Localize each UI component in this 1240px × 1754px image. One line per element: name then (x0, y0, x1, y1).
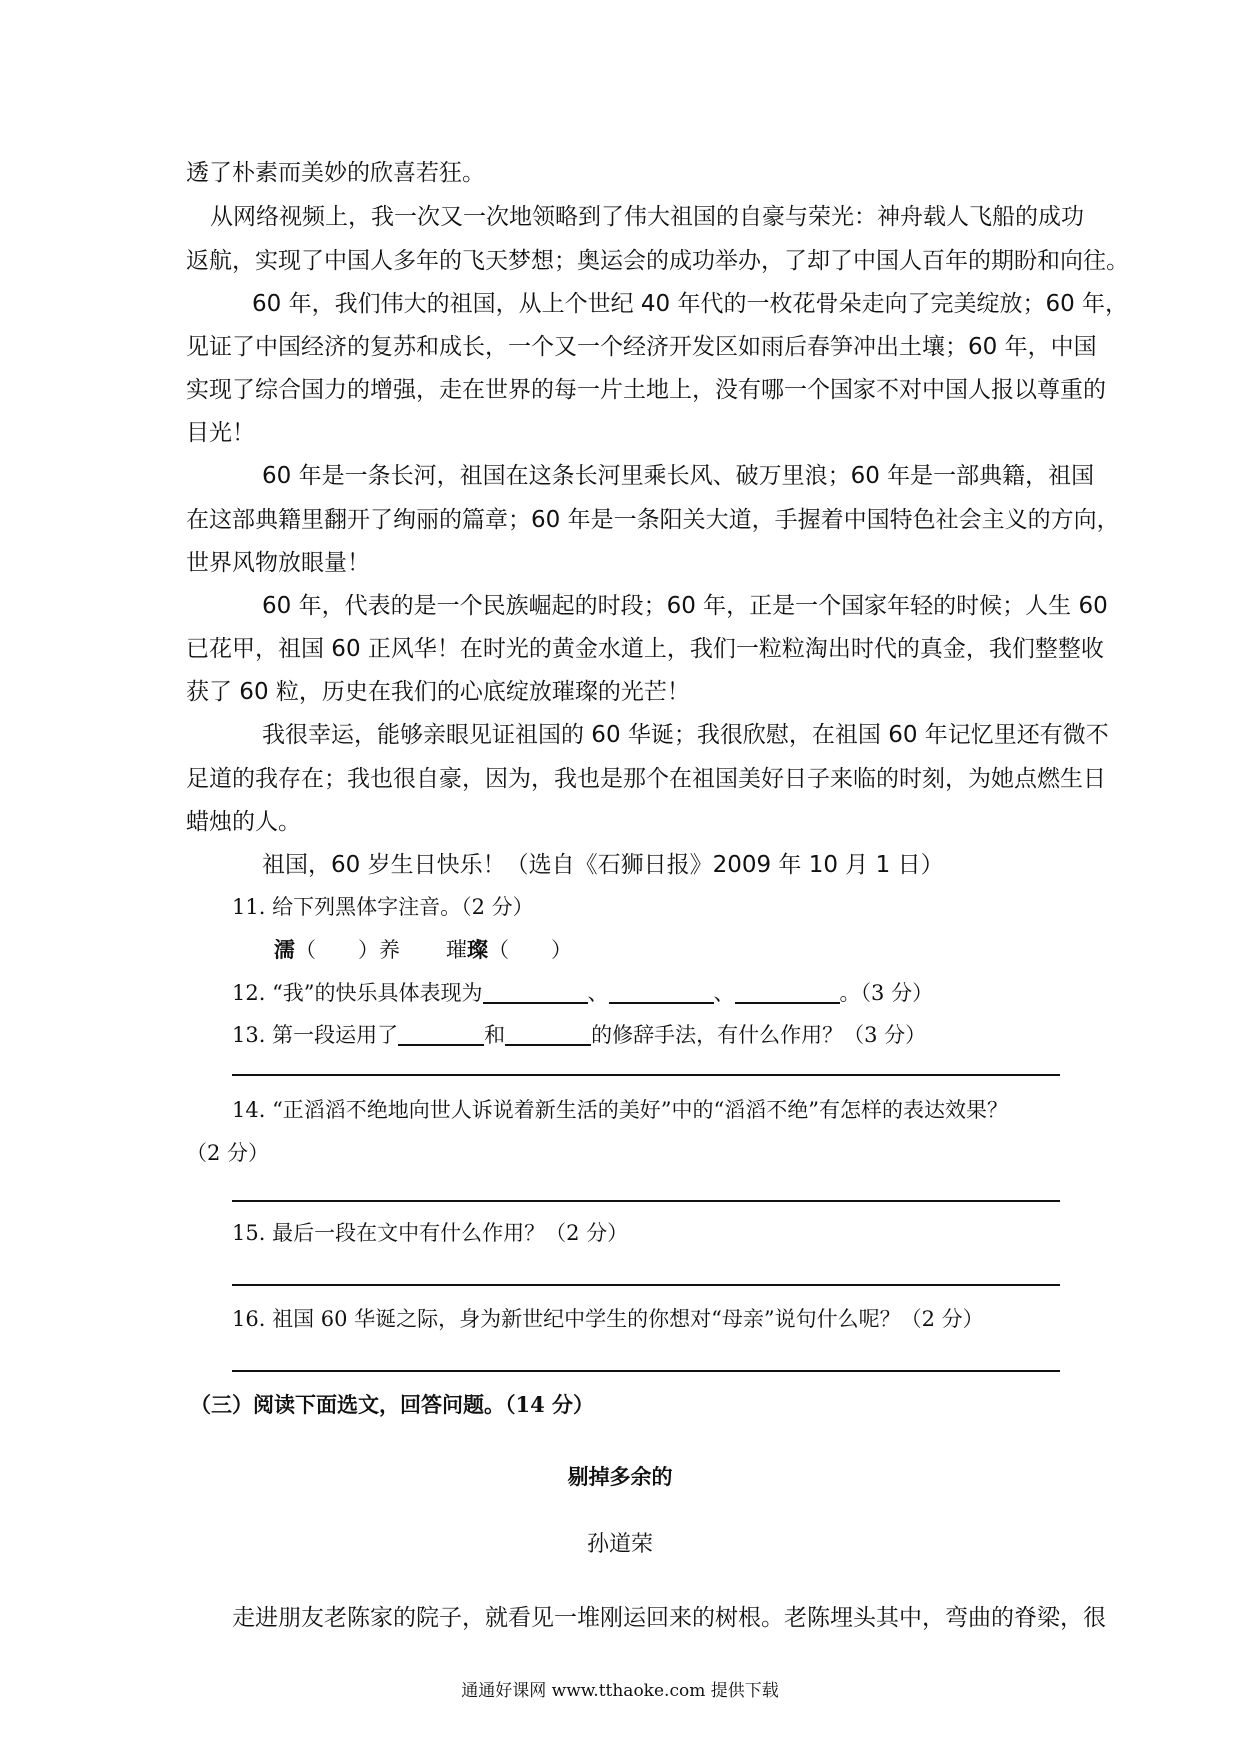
question-16: 16. 祖国 60 华诞之际，身为新世纪中学生的你想对“母亲”说句什么呢？（2 分） (232, 1307, 984, 1331)
question-13-text: 13. 第一段运用了 (232, 1023, 399, 1047)
question-11-items (274, 935, 572, 965)
passage-line: 世界风物放眼量！ (186, 550, 370, 576)
passage-line: 在这部典籍里翻开了绚丽的篇章；60 年是一条阳关大道，手握着中国特色社会主义的方向， (186, 507, 1120, 533)
passage-line: 60 年，代表的是一个民族崛起的时段；60 年，正是一个国家年轻的时候；人生 60 (262, 593, 1108, 619)
answer-blank[interactable] (735, 980, 840, 1004)
question-12-score: 。（3 分） (839, 981, 934, 1005)
passage-line: 见证了中国经济的复苏和成长，一个又一个经济开发区如雨后春笋冲出土壤；60 年，中国 (186, 334, 1097, 360)
question-13-score: 的修辞手法，有什么作用？（3 分） (591, 1023, 927, 1047)
passage-line: 60 年，我们伟大的祖国，从上个世纪 40 年代的一枚花骨朵走向了完美绽放；60 年， (252, 291, 1129, 317)
article-title: 剔掉多余的 (567, 1464, 673, 1489)
answer-line[interactable] (232, 1284, 1060, 1286)
passage-line: 实现了综合国力的增强，走在世界的每一片土地上，没有哪一个国家不对中国人报以尊重的 (186, 377, 1106, 403)
question-11: 11. 给下列黑体字注音。（2 分） (232, 895, 534, 919)
section-heading: （三）阅读下面选文，回答问题。（14 分） (190, 1392, 595, 1417)
question-12-text: 12. “我”的快乐具体表现为 (232, 981, 483, 1005)
separator: 、 (587, 981, 609, 1005)
bold-char: 璨 (467, 937, 488, 962)
answer-blank[interactable] (398, 1022, 484, 1046)
article-first-line: 走进朋友老陈家的院子，就看见一堆刚运回来的树根。老陈埋头其中，弯曲的脊梁，很 (232, 1605, 1106, 1631)
question-13 (232, 1020, 926, 1050)
passage-line: 祖国，60 岁生日快乐！（选自《石狮日报》2009 年 10 月 1 日） (262, 852, 944, 878)
passage-line: 蜡烛的人。 (186, 809, 301, 835)
passage-line: 目光！ (186, 420, 255, 446)
passage-line: 足道的我存在；我也很自豪，因为，我也是那个在祖国美好日子来临的时刻，为她点燃生日 (186, 766, 1106, 792)
passage-line: 我很幸运，能够亲眼见证祖国的 60 华诞；我很欣慰，在祖国 60 年记忆里还有微不 (262, 722, 1109, 748)
page-footer: 通通好课网 www.tthaoke.com 提供下载 (461, 1681, 779, 1701)
answer-slot[interactable]: （ ） (488, 938, 572, 962)
answer-line[interactable] (232, 1074, 1060, 1076)
passage-line: 已花甲，祖国 60 正风华！在时光的黄金水道上，我们一粒粒淘出时代的真金，我们整整收 (186, 636, 1104, 662)
question-14-score: （2 分） (186, 1141, 270, 1165)
answer-line[interactable] (232, 1200, 1060, 1202)
answer-blank[interactable] (483, 980, 588, 1004)
article-author: 孙道荣 (586, 1532, 653, 1557)
passage-line: 从网络视频上，我一次又一次地领略到了伟大祖国的自豪与荣光：神舟载人飞船的成功 (210, 204, 1084, 230)
answer-slot[interactable]: （ ）养 (295, 938, 400, 962)
plain-char: 璀 (446, 938, 467, 962)
question-12 (232, 978, 933, 1008)
passage-line: 透了朴素而美妙的欣喜若狂。 (186, 160, 485, 186)
answer-blank[interactable] (609, 980, 714, 1004)
question-14: 14. “正滔滔不绝地向世人诉说着新生活的美好”中的“滔滔不绝”有怎样的表达效果？ (232, 1098, 1009, 1122)
answer-blank[interactable] (505, 1022, 591, 1046)
separator: 、 (713, 981, 735, 1005)
conjunction: 和 (484, 1023, 506, 1047)
bold-char: 濡 (274, 937, 295, 962)
passage-line: 60 年是一条长河，祖国在这条长河里乘长风、破万里浪；60 年是一部典籍，祖国 (262, 463, 1095, 489)
answer-line[interactable] (232, 1370, 1060, 1372)
passage-line: 返航，实现了中国人多年的飞天梦想；奥运会的成功举办，了却了中国人百年的期盼和向往。 (186, 248, 1129, 274)
question-15: 15. 最后一段在文中有什么作用？（2 分） (232, 1221, 629, 1245)
passage-line: 获了 60 粒，历史在我们的心底绽放璀璨的光芒！ (186, 679, 690, 705)
